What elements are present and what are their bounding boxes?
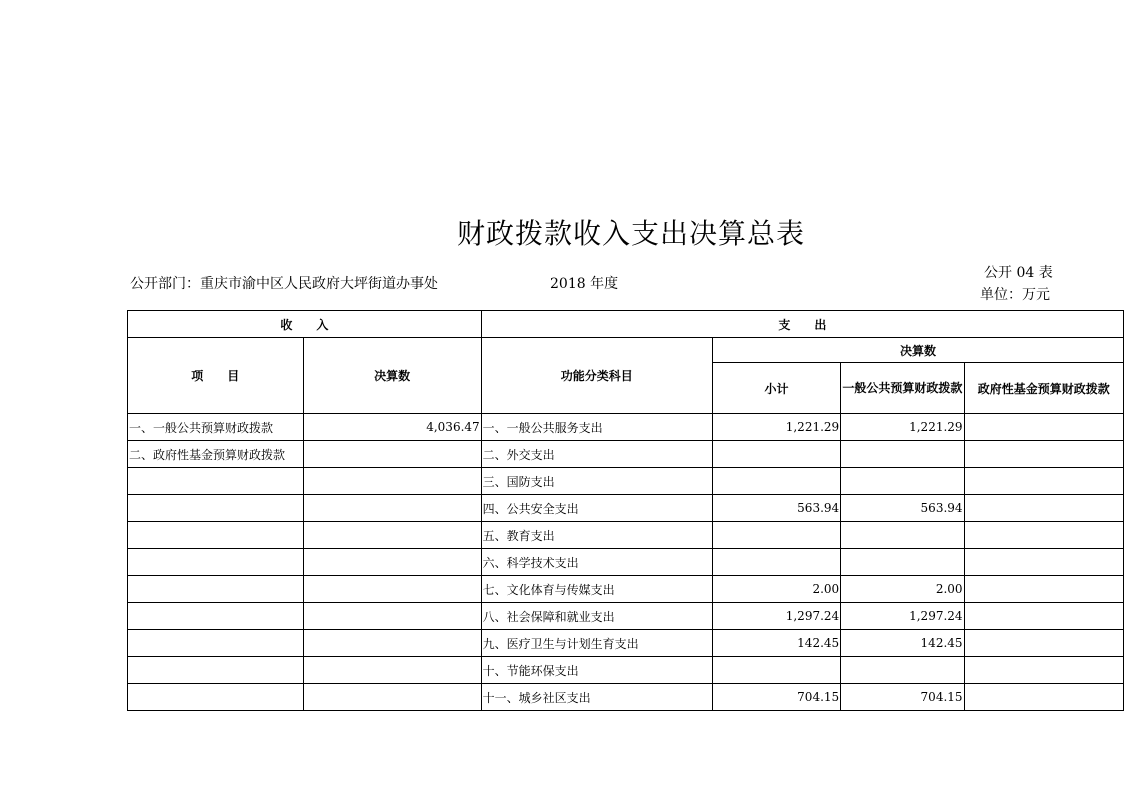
- expense-item-cell: 六、科学技术支出: [481, 549, 712, 576]
- income-item-cell: 二、政府性基金预算财政拨款: [128, 441, 304, 468]
- income-item-cell: 一、一般公共预算财政拨款: [128, 414, 304, 441]
- table-row: [128, 522, 1124, 549]
- general-budget-cell: [841, 657, 964, 684]
- expense-final-amount-header: 决算数: [712, 338, 1123, 363]
- subtotal-cell: 142.45: [712, 630, 840, 657]
- subtotal-cell: [712, 522, 840, 549]
- unit-label: 单位：万元: [980, 287, 1050, 303]
- expense-item-cell: 二、外交支出: [481, 441, 712, 468]
- income-amount-cell: [303, 468, 481, 495]
- expense-item-cell: 四、公共安全支出: [481, 495, 712, 522]
- table-row: [128, 657, 1124, 684]
- subtotal-cell: [712, 441, 840, 468]
- expense-item-cell: 七、文化体育与传媒支出: [481, 576, 712, 603]
- general-budget-cell: 563.94: [841, 495, 964, 522]
- subtotal-cell: 704.15: [712, 684, 840, 711]
- budget-table: [127, 310, 1124, 711]
- final-amount-header: 决算数: [303, 338, 481, 414]
- table-row: [128, 576, 1124, 603]
- general-budget-cell: 142.45: [841, 630, 964, 657]
- general-budget-cell: [841, 549, 964, 576]
- fund-budget-header: 政府性基金预算财政拨款: [964, 363, 1123, 414]
- general-budget-cell: 1,221.29: [841, 414, 964, 441]
- income-amount-cell: 4,036.47: [303, 414, 481, 441]
- department-label: 公开部门：重庆市渝中区人民政府大坪街道办事处: [130, 276, 438, 292]
- fund-budget-cell: [964, 684, 1123, 711]
- fund-budget-cell: [964, 522, 1123, 549]
- general-budget-cell: 704.15: [841, 684, 964, 711]
- item-header: 项 目: [128, 338, 304, 414]
- table-row: [128, 468, 1124, 495]
- income-item-cell: [128, 576, 304, 603]
- table-row: [128, 603, 1124, 630]
- general-budget-cell: [841, 522, 964, 549]
- expense-item-cell: 十一、城乡社区支出: [481, 684, 712, 711]
- income-amount-cell: [303, 549, 481, 576]
- subtotal-cell: [712, 468, 840, 495]
- expense-header: 支 出: [481, 311, 1123, 338]
- subtotal-cell: [712, 657, 840, 684]
- expense-item-cell: 五、教育支出: [481, 522, 712, 549]
- expense-item-cell: 八、社会保障和就业支出: [481, 603, 712, 630]
- function-category-header: 功能分类科目: [481, 338, 712, 414]
- subtotal-cell: 563.94: [712, 495, 840, 522]
- expense-item-cell: 十、节能环保支出: [481, 657, 712, 684]
- income-header: 收 入: [128, 311, 482, 338]
- expense-item-cell: 一、一般公共服务支出: [481, 414, 712, 441]
- fund-budget-cell: [964, 441, 1123, 468]
- table-row: [128, 684, 1124, 711]
- general-budget-header: 一般公共预算财政拨款: [841, 363, 964, 414]
- income-item-cell: [128, 522, 304, 549]
- table-row: [128, 441, 1124, 468]
- expense-item-cell: 三、国防支出: [481, 468, 712, 495]
- table-row: [128, 495, 1124, 522]
- income-amount-cell: [303, 603, 481, 630]
- income-amount-cell: [303, 495, 481, 522]
- income-item-cell: [128, 657, 304, 684]
- fund-budget-cell: [964, 468, 1123, 495]
- subtotal-cell: [712, 549, 840, 576]
- income-amount-cell: [303, 657, 481, 684]
- subtotal-cell: 1,221.29: [712, 414, 840, 441]
- table-code-label: 公开 04 表: [984, 265, 1053, 281]
- income-item-cell: [128, 495, 304, 522]
- expense-item-cell: 九、医疗卫生与计划生育支出: [481, 630, 712, 657]
- fund-budget-cell: [964, 603, 1123, 630]
- income-amount-cell: [303, 576, 481, 603]
- table-row: [128, 549, 1124, 576]
- income-item-cell: [128, 549, 304, 576]
- general-budget-cell: 2.00: [841, 576, 964, 603]
- subtotal-cell: 1,297.24: [712, 603, 840, 630]
- income-item-cell: [128, 630, 304, 657]
- subtotal-header: 小计: [712, 363, 840, 414]
- fund-budget-cell: [964, 414, 1123, 441]
- fund-budget-cell: [964, 576, 1123, 603]
- fund-budget-cell: [964, 630, 1123, 657]
- income-amount-cell: [303, 441, 481, 468]
- fund-budget-cell: [964, 657, 1123, 684]
- income-item-cell: [128, 684, 304, 711]
- income-item-cell: [128, 603, 304, 630]
- table-row: [128, 630, 1124, 657]
- general-budget-cell: 1,297.24: [841, 603, 964, 630]
- general-budget-cell: [841, 468, 964, 495]
- income-amount-cell: [303, 630, 481, 657]
- income-amount-cell: [303, 522, 481, 549]
- income-amount-cell: [303, 684, 481, 711]
- fund-budget-cell: [964, 549, 1123, 576]
- general-budget-cell: [841, 441, 964, 468]
- fund-budget-cell: [964, 495, 1123, 522]
- page-title: 财政拨款收入支出决算总表: [456, 217, 805, 250]
- subtotal-cell: 2.00: [712, 576, 840, 603]
- fiscal-year-label: 2018 年度: [550, 276, 619, 292]
- income-item-cell: [128, 468, 304, 495]
- table-row: [128, 414, 1124, 441]
